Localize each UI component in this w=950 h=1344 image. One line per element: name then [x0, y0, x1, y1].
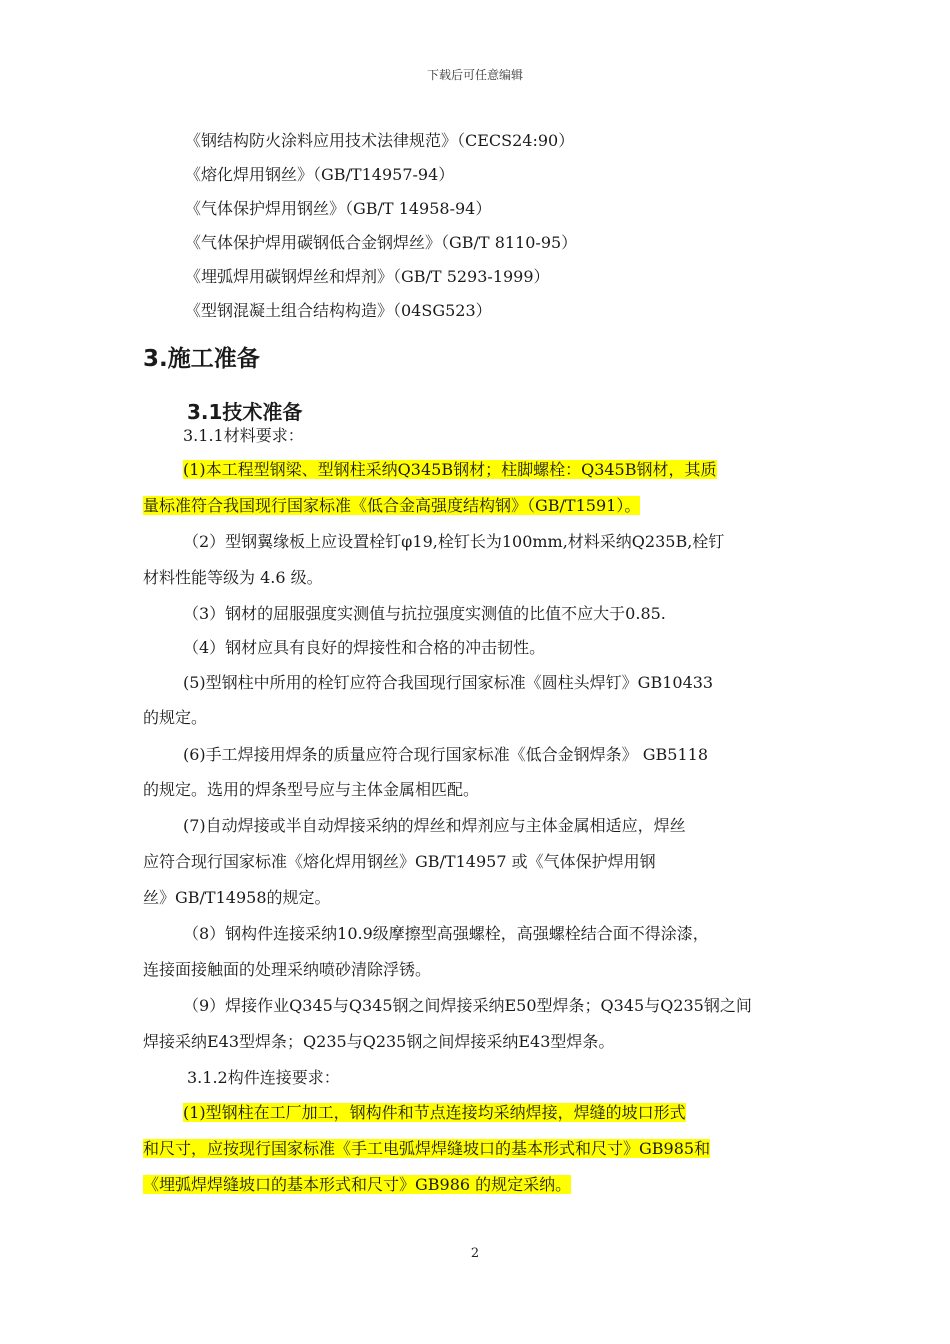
paragraph-line: 应符合现行国家标准《熔化焊用钢丝》GB/T14957 或《气体保护焊用钢: [143, 852, 656, 871]
highlighted-text: 《埋弧焊焊缝坡口的基本形式和尺寸》GB986 的规定采纳。: [143, 1175, 572, 1194]
highlighted-text: 量标准符合我国现行国家标准《低合金高强度结构钢》（GB/T1591）。: [143, 496, 641, 515]
highlighted-text: (1)本工程型钢梁、型钢柱采纳Q345B钢材；柱脚螺栓：Q345B钢材，其质: [183, 460, 717, 479]
reference-item: 《钢结构防火涂料应用技术法律规范》（CECS24:90）: [185, 131, 575, 150]
reference-item: 《埋弧焊用碳钢焊丝和焊剂》（GB/T 5293-1999）: [185, 267, 550, 286]
paragraph-line: 焊接采纳E43型焊条；Q235与Q235钢之间焊接采纳E43型焊条。: [143, 1032, 615, 1051]
reference-item: 《熔化焊用钢丝》（GB/T14957-94）: [185, 165, 455, 184]
subsection-heading: 3.1技术准备: [187, 400, 303, 424]
section-heading: 3.施工准备: [143, 346, 260, 372]
subsubsection-heading: 3.1.1材料要求：: [183, 426, 304, 445]
paragraph-line: 材料性能等级为 4.6 级。: [143, 568, 323, 587]
highlighted-text: (1)型钢柱在工厂加工，钢构件和节点连接均采纳焊接，焊缝的坡口形式: [183, 1103, 686, 1122]
reference-item: 《型钢混凝土组合结构构造》（04SG523）: [185, 301, 492, 320]
reference-list: [185, 124, 577, 328]
paragraph-line: （9）焊接作业Q345与Q345钢之间焊接采纳E50型焊条；Q345与Q235钢之间: [183, 996, 752, 1015]
reference-item: 《气体保护焊用碳钢低合金钢焊丝》（GB/T 8110-95）: [185, 233, 578, 252]
paragraph-line: （4）钢材应具有良好的焊接性和合格的冲击韧性。: [183, 638, 546, 657]
paragraph-line: (5)型钢柱中所用的栓钉应符合我国现行国家标准《圆柱头焊钉》GB10433: [183, 673, 714, 692]
paragraph-line: (6)手工焊接用焊条的质量应符合现行国家标准《低合金钢焊条》 GB5118: [183, 745, 709, 764]
paragraph-line: 的规定。: [143, 708, 208, 727]
subsubsection-heading: 3.1.2构件连接要求：: [187, 1068, 340, 1087]
paragraph-line: （2）型钢翼缘板上应设置栓钉φ19,栓钉长为100mm,材料采纳Q235B,栓钉: [183, 532, 725, 551]
page-number: 2: [470, 1246, 480, 1261]
reference-item: 《气体保护焊用钢丝》（GB/T 14958-94）: [185, 199, 492, 218]
paragraph-line: 丝》GB/T14958的规定。: [143, 888, 331, 907]
paragraph-line: (7)自动焊接或半自动焊接采纳的焊丝和焊剂应与主体金属相适应，焊丝: [183, 816, 686, 835]
page-header: 下载后可任意编辑: [426, 68, 523, 82]
paragraph-line: 的规定。选用的焊条型号应与主体金属相匹配。: [143, 780, 480, 799]
highlighted-text: 和尺寸，应按现行国家标准《手工电弧焊焊缝坡口的基本形式和尺寸》GB985和: [143, 1139, 711, 1158]
paragraph-line: 连接面接触面的处理采纳喷砂清除浮锈。: [143, 960, 432, 979]
paragraph-line: （3）钢材的屈服强度实测值与抗拉强度实测值的比值不应大于0.85.: [183, 604, 666, 623]
paragraph-line: （8）钢构件连接采纳10.9级摩擦型高强螺栓，高强螺栓结合面不得涂漆，: [183, 924, 709, 943]
